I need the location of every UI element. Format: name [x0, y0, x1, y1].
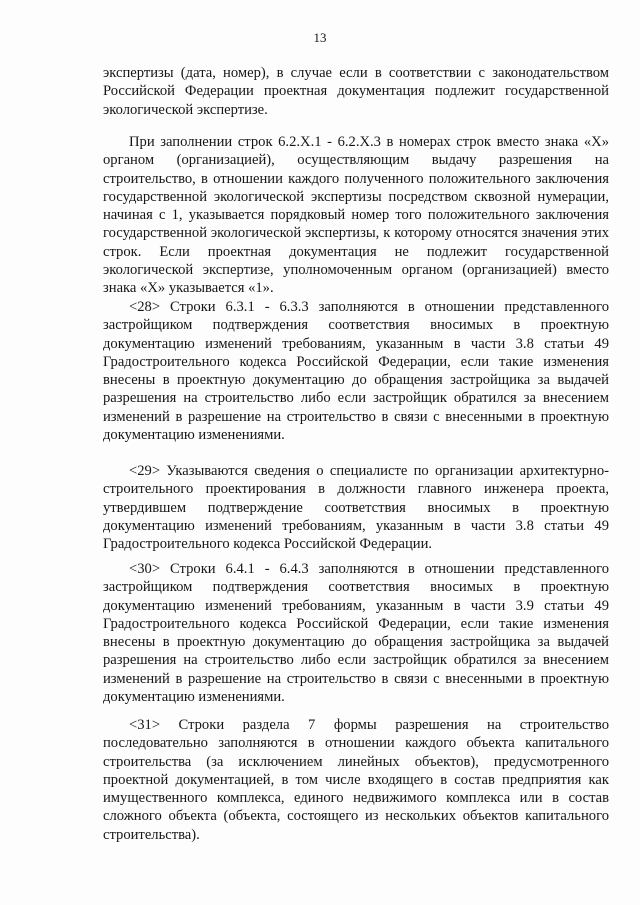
footnote-31: <31> Строки раздела 7 формы разрешения на строительство последовательно заполняются в отношении каждого объекта капитального строительства (за исключением линейных объектов), предусмотренного проектной документацией, в том числе входящего в состав предприятия как имущественного комплекса, единого недвижимого комплекса или в состав сложного объекта (объекта, состоящего из нескольких объектов капитального строительства).	[103, 717, 609, 843]
paragraph-continuation: экспертизы (дата, номер), в случае если в соответствии с законодательством Российской Федерации проектная документация подлежит государственной экологической экспертизе.	[103, 65, 609, 118]
paragraph-row-numbering: При заполнении строк 6.2.Х.1 - 6.2.Х.3 в номерах строк вместо знака «Х» органом (организацией), осуществляющим выдачу разрешения на строительство, в отношении каждого полученного положительного заключения государственной экологической экспертизы посредством сквозной нумерации, начиная с 1, указывается порядковый номер того положительного заключения государственной экологической экспертизы, к которому относятся значения этих строк. Если проектная документация не подлежит государственной экологической экспертизе, уполномоченным органом (организацией) вместо знака «Х» указывается «1».	[103, 134, 609, 297]
footnote-28: <28> Строки 6.3.1 - 6.3.3 заполняются в отношении представленного застройщиком подтверждения соответствия вносимых в проектную документацию изменений требованиям, указанным в части 3.8 статьи 49 Градостроительного кодекса Российской Федерации, если такие изменения внесены в проектную документацию до обращения застройщика за выдачей разрешения на строительство либо если застройщик обратился за внесением изменений в разрешение на строительство в связи с внесенными в проектную документацию изменениями.	[103, 299, 609, 444]
page-number: 13	[313, 30, 327, 45]
footnote-29: <29> Указываются сведения о специалисте по организации архитектурно-строительного проектирования в должности главного инженера проекта, утвердившем подтверждение соответствия вносимых в проектную документацию изменений требованиям, указанным в части 3.8 статьи 49 Градостроительного кодекса Российской Федерации.	[103, 463, 609, 553]
footnote-30: <30> Строки 6.4.1 - 6.4.3 заполняются в отношении представленного застройщиком подтверждения соответствия вносимых в проектную документацию изменений требованиям, указанным в части 3.9 статьи 49 Градостроительного кодекса Российской Федерации, если такие изменения внесены в проектную документацию до обращения застройщика за выдачей разрешения на строительство либо если застройщик обратился за внесением изменений в разрешение на строительство в связи с внесенными в проектную документацию изменениями.	[103, 561, 609, 706]
